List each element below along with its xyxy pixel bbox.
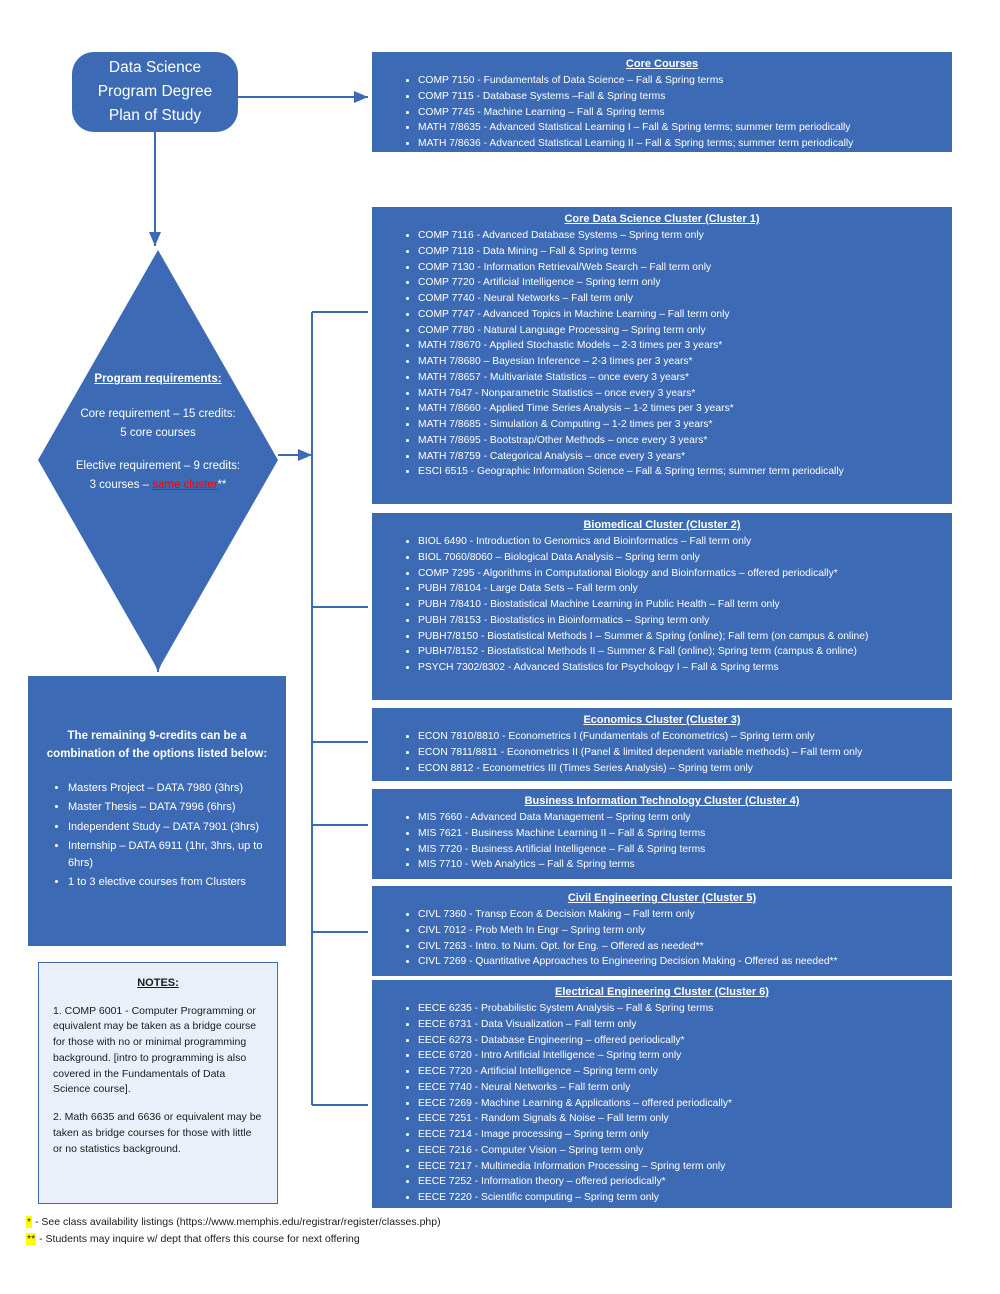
elective-requirement-prefix: 3 courses – [89, 478, 153, 491]
list-item: • BIOL 6490 - Introduction to Genomics and Bioinformatics – Fall term only [418, 534, 944, 550]
list-item: • MIS 7710 - Web Analytics – Fall & Spring terms [418, 857, 944, 873]
cluster-5-title: Civil Engineering Cluster (Cluster 5) [567, 892, 757, 904]
list-item: • PUBH 7/8153 - Biostatistics in Bioinformatics – Spring term only [418, 613, 944, 629]
note-1: 1. COMP 6001 - Computer Programming or equivalent may be taken as a bridge course for those with no or minimal programming background. [intro to programming is also covered in the Fundamentals of Data Science course]. [53, 1004, 257, 1096]
list-item: • PSYCH 7302/8302 - Advanced Statistics for Psychology I – Fall & Spring terms [418, 660, 944, 676]
cluster-3-list [380, 729, 944, 776]
list-item: • COMP 7747 - Advanced Topics in Machine Learning – Fall term only [418, 307, 944, 323]
list-item: • PUBH7/8150 - Biostatistical Methods I – Summer & Spring (online); Fall term (on campus & online) [418, 629, 944, 645]
diamond-heading: Program requirements: [94, 373, 222, 385]
list-item: • CIVL 7360 - Transp Econ & Decision Making – Fall term only [418, 907, 944, 923]
remaining-credits-title: The remaining 9-credits can be a combination of the options listed below: [46, 730, 268, 760]
list-item: • ECON 7811/8811 - Econometrics II (Panel & limited dependent variable methods) – Fall term only [418, 745, 944, 761]
footnote-double-star [26, 1231, 626, 1248]
cluster-6-list [380, 1001, 944, 1206]
list-item: • EECE 6273 - Database Engineering – offered periodically* [418, 1033, 944, 1049]
diamond-text [56, 370, 260, 509]
elective-requirement-line-1: Elective requirement – 9 credits: [75, 459, 241, 472]
cluster-3-title: Economics Cluster (Cluster 3) [583, 714, 741, 726]
list-item: • Master Thesis – DATA 7996 (6hrs) [68, 799, 272, 816]
list-item: • MATH 7/8695 - Bootstrap/Other Methods – once every 3 years* [418, 433, 944, 449]
core-requirement-line-1: Core requirement – 15 credits: [80, 407, 236, 420]
list-item: • COMP 7745 - Machine Learning – Fall & Spring terms [418, 105, 944, 121]
list-item: • COMP 7115 - Database Systems –Fall & Spring terms [418, 89, 944, 105]
remaining-credits-list [42, 780, 272, 891]
list-item: • ECON 8812 - Econometrics III (Times Series Analysis) – Spring term only [418, 761, 944, 777]
title-line-2: Program Degree [97, 82, 213, 100]
list-item: • MATH 7/8657 - Multivariate Statistics – once every 3 years* [418, 370, 944, 386]
core-requirement-line-2: 5 core courses [120, 426, 196, 439]
footnote-star-mark: * [27, 1216, 32, 1228]
list-item: • COMP 7150 - Fundamentals of Data Science – Fall & Spring terms [418, 73, 944, 89]
title-line-1: Data Science [108, 58, 202, 76]
list-item: • COMP 7130 - Information Retrieval/Web Search – Fall term only [418, 260, 944, 276]
cluster-6-box [372, 980, 952, 1208]
cluster-4-box [372, 789, 952, 879]
list-item: • COMP 7780 - Natural Language Processing – Spring term only [418, 323, 944, 339]
notes-box [38, 962, 278, 1204]
footnote-double-star-text: - Students may inquire w/ dept that offers this course for next offering [36, 1232, 360, 1245]
list-item: • EECE 6720 - Intro Artificial Intelligence – Spring term only [418, 1048, 944, 1064]
list-item: • MATH 7/8680 – Bayesian Inference – 2-3 times per 3 years* [418, 354, 944, 370]
cluster-3-box [372, 708, 952, 781]
note-2: 2. Math 6635 and 6636 or equivalent may be taken as bridge courses for those with little or no statistics background. [53, 1111, 262, 1155]
list-item: • PUBH 7/8104 - Large Data Sets – Fall term only [418, 581, 944, 597]
list-item: • CIVL 7012 - Prob Meth In Engr – Spring term only [418, 923, 944, 939]
list-item: • COMP 7740 - Neural Networks – Fall term only [418, 291, 944, 307]
list-item: • MATH 7/8685 - Simulation & Computing – 1-2 times per 3 years* [418, 417, 944, 433]
list-item: • COMP 7295 - Algorithms in Computational Biology and Bioinformatics – offered periodically* [418, 566, 944, 582]
list-item: • EECE 7740 - Neural Networks – Fall term only [418, 1080, 944, 1096]
list-item: • Internship – DATA 6911 (1hr, 3hrs, up to 6hrs) [68, 838, 272, 871]
core-courses-list [380, 73, 944, 152]
list-item: • MATH 7/8670 - Applied Stochastic Models – 2-3 times per 3 years* [418, 338, 944, 354]
footnote-single-star [26, 1214, 626, 1231]
list-item: • EECE 7217 - Multimedia Information Processing – Spring term only [418, 1159, 944, 1175]
cluster-5-box [372, 886, 952, 976]
core-courses-box [372, 52, 952, 152]
footnote-double-star-mark: ** [27, 1232, 36, 1245]
list-item: • EECE 7251 - Random Signals & Noise – Fall term only [418, 1111, 944, 1127]
list-item: • ESCI 6515 - Geographic Information Science – Fall & Spring terms; summer term periodically [418, 464, 944, 480]
list-item: • EECE 7269 - Machine Learning & Applications – offered periodically* [418, 1096, 944, 1112]
cluster-2-title: Biomedical Cluster (Cluster 2) [583, 519, 741, 531]
list-item: • MATH 7/8635 - Advanced Statistical Learning I – Fall & Spring terms; summer term periodically [418, 120, 944, 136]
list-item: • PUBH 7/8410 - Biostatistical Machine Learning in Public Health – Fall term only [418, 597, 944, 613]
cluster-6-title: Electrical Engineering Cluster (Cluster 6) [555, 986, 769, 998]
cluster-4-title: Business Information Technology Cluster (Cluster 4) [524, 795, 800, 807]
list-item: • MIS 7660 - Advanced Data Management – Spring term only [418, 810, 944, 826]
list-item: • BIOL 7060/8060 – Biological Data Analysis – Spring term only [418, 550, 944, 566]
cluster-1-title: Core Data Science Cluster (Cluster 1) [564, 213, 760, 225]
list-item: • MATH 7647 - Nonparametric Statistics – once every 3 years* [418, 386, 944, 402]
cluster-2-list [380, 534, 944, 676]
elective-requirement-highlight: same cluster [152, 478, 218, 491]
list-item: • CIVL 7269 - Quantitative Approaches to Engineering Decision Making - Offered as needed** [418, 954, 944, 970]
remaining-credits-box [28, 676, 286, 946]
list-item: • MIS 7621 - Business Machine Learning II – Fall & Spring terms [418, 826, 944, 842]
list-item: • MATH 7/8759 - Categorical Analysis – once every 3 years* [418, 449, 944, 465]
core-courses-title: Core Courses [625, 58, 699, 70]
list-item: • EECE 7252 - Information theory – offered periodically* [418, 1174, 944, 1190]
list-item: • MATH 7/8636 - Advanced Statistical Learning II – Fall & Spring terms; summer term periodically [418, 136, 944, 152]
program-requirements-diamond [38, 250, 278, 670]
cluster-2-box [372, 513, 952, 700]
list-item: • COMP 7118 - Data Mining – Fall & Spring terms [418, 244, 944, 260]
list-item: • EECE 7220 - Scientific computing – Spring term only [418, 1190, 944, 1206]
list-item: • MATH 7/8660 - Applied Time Series Analysis – 1-2 times per 3 years* [418, 401, 944, 417]
list-item: • MIS 7720 - Business Artificial Intelligence – Fall & Spring terms [418, 842, 944, 858]
list-item: • PUBH7/8152 - Biostatistical Methods II – Summer & Fall (online); Spring term (campus & online) [418, 644, 944, 660]
cluster-1-list [380, 228, 944, 480]
footnote-star-text: - See class availability listings (https://www.memphis.edu/registrar/register/classes.php) [32, 1216, 441, 1228]
list-item: • EECE 7216 - Computer Vision – Spring term only [418, 1143, 944, 1159]
list-item: • EECE 6731 - Data Visualization – Fall term only [418, 1017, 944, 1033]
footnotes [26, 1214, 626, 1248]
list-item: • 1 to 3 elective courses from Clusters [68, 874, 272, 891]
list-item: • Independent Study – DATA 7901 (3hrs) [68, 819, 272, 836]
page-title [72, 52, 238, 132]
list-item: • CIVL 7263 - Intro. to Num. Opt. for Eng. – Offered as needed** [418, 939, 944, 955]
list-item: • COMP 7720 - Artificial Intelligence – Spring term only [418, 275, 944, 291]
list-item: • EECE 6235 - Probabilistic System Analysis – Fall & Spring terms [418, 1001, 944, 1017]
list-item: • Masters Project – DATA 7980 (3hrs) [68, 780, 272, 797]
cluster-4-list [380, 810, 944, 873]
list-item: • EECE 7214 - Image processing – Spring term only [418, 1127, 944, 1143]
notes-title: NOTES: [137, 977, 179, 989]
cluster-1-box [372, 207, 952, 504]
list-item: • EECE 7720 - Artificial Intelligence – Spring term only [418, 1064, 944, 1080]
elective-requirement-suffix: ** [217, 478, 227, 491]
title-line-3: Plan of Study [108, 107, 202, 124]
list-item: • COMP 7116 - Advanced Database Systems – Spring term only [418, 228, 944, 244]
list-item: • ECON 7810/8810 - Econometrics I (Fundamentals of Econometrics) – Spring term only [418, 729, 944, 745]
cluster-5-list [380, 907, 944, 970]
